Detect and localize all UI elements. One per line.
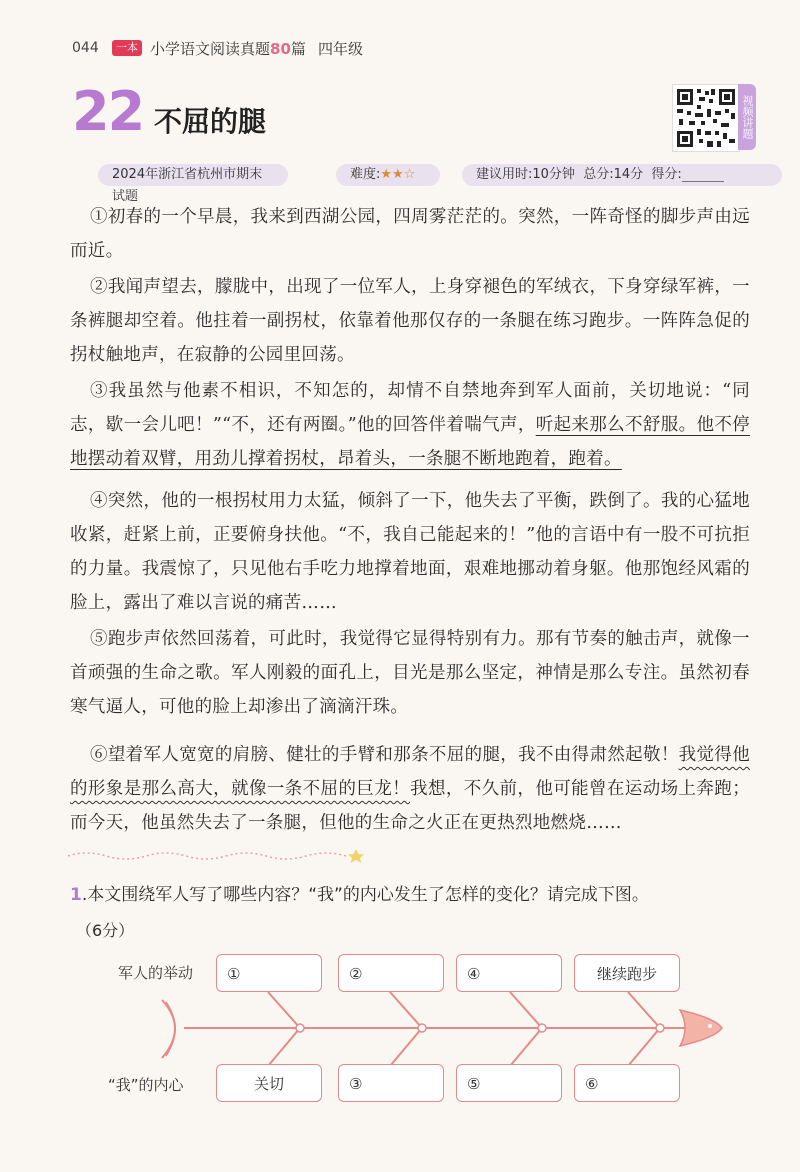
paragraph-3	[70, 374, 750, 476]
score-label: 得分:	[651, 167, 682, 182]
qr-code[interactable]	[672, 84, 740, 152]
brand-logo: 一本	[112, 40, 142, 56]
series-num: 80	[270, 40, 291, 58]
lesson-number: 22	[72, 80, 144, 143]
fish-tail	[162, 1000, 175, 1058]
paragraph-5: ⑤跑步声依然回荡着，可此时，我觉得它显得特别有力。那有节奏的触击声，就像一首顽强的生命之歌。军人刚毅的面孔上，目光是那么坚定，神情是那么专注。虽然初春寒气逼人，可他的脸上却渗出了滴滴汗珠。	[70, 629, 750, 717]
paragraph-3-text: ③我虽然与他素不相识，不知怎的，却情不自禁地奔到军人面前，关切地说：“同志，歇一会儿吧！”“不，还有两圈。”他的回答伴着喘气声，	[70, 381, 750, 435]
paragraph-6-text-b: 我想，不久前，他可能曾在运动场上奔跑；而今天，他虽然失去了一条腿，但他的生命之火正在更热烈地燃烧……	[70, 779, 750, 833]
qr-code-icon	[673, 85, 739, 151]
score-blank	[682, 167, 724, 182]
difficulty-stars: ★★☆	[380, 167, 416, 182]
diagram-box-top-2[interactable]: ②	[338, 954, 444, 992]
lesson-title: 不屈的腿	[154, 105, 267, 138]
page-number: 044	[72, 40, 99, 56]
diagram-box-top-4[interactable]: 继续跑步	[574, 954, 680, 992]
question-number: 1	[70, 885, 82, 905]
paragraph-1: ①初春的一个早晨，我来到西湖公园，四周雾茫茫的。突然，一阵奇怪的脚步声由远而近。	[70, 207, 750, 261]
fish-head	[680, 1010, 722, 1046]
source-pill: 2024年浙江省杭州市期末试题	[98, 164, 288, 186]
question-1	[70, 878, 760, 912]
paragraph-2: ②我闻声望去，朦胧中，出现了一位军人，上身穿褪色的军绒衣，下身穿绿军裤，一条裤腿却空着。他拄着一副拐杖，依靠着他那仅存的一条腿在练习跑步。一阵阵急促的拐杖触地声，在寂静的公园里回荡。	[70, 277, 750, 365]
total-score: 总分:14分	[583, 167, 644, 182]
dotted-divider	[66, 846, 376, 866]
diagram-box-bottom-2[interactable]: ③	[338, 1064, 444, 1102]
paragraph-4: ④突然，他的一根拐杖用力太猛，倾斜了一下，他失去了平衡，跌倒了。我的心猛地收紧，赶紧上前，正要俯身扶他。“不，我自己能起来的！”他的言语中有一股不可抗拒的力量。我震惊了，只见他右手吃力地撑着地面，艰难地挪动着身躯。他那饱经风霜的脸上，露出了难以言说的痛苦……	[70, 491, 750, 613]
paragraph-6-text-a: ⑥望着军人宽宽的肩膀、健壮的手臂和那条不屈的腿，我不由得肃然起敬！	[90, 745, 679, 765]
diagram-box-bottom-3[interactable]: ⑤	[456, 1064, 562, 1102]
fish-eye	[708, 1024, 712, 1028]
row-label-bottom: “我”的内心	[108, 1076, 184, 1094]
series-suffix: 篇	[290, 40, 306, 58]
series-title	[150, 38, 306, 59]
diagram-box-bottom-4[interactable]: ⑥	[574, 1064, 680, 1102]
diagram-box-top-1[interactable]: ①	[216, 954, 322, 992]
row-label-top: 军人的举动	[118, 964, 194, 982]
question-text: .本文围绕军人写了哪些内容？“我”的内心发生了怎样的变化？请完成下图。	[81, 885, 649, 905]
difficulty-label: 难度:	[350, 167, 381, 182]
diagram-box-bottom-1[interactable]: 关切	[216, 1064, 322, 1102]
paragraph-6	[70, 738, 750, 840]
diagram-box-top-3[interactable]: ④	[456, 954, 562, 992]
paragraph-3-underlined: 听起来那么不舒服。他不停地摆动着双臂，用劲儿撑着拐杖，昂着头，一条腿不断地跑着，跑着。	[70, 415, 750, 469]
difficulty-pill	[336, 164, 440, 186]
paragraph-6-wavy: 我觉得他的形象是那么高大，就像一条不屈的巨龙！	[70, 745, 750, 799]
time-score-pill	[462, 164, 782, 186]
question-points: （6分）	[76, 921, 135, 940]
grade-label: 四年级	[318, 40, 364, 58]
suggested-time: 建议用时:10分钟	[476, 167, 575, 182]
video-tab[interactable]: 视频讲题	[738, 84, 756, 150]
series-prefix: 小学语文阅读真题	[150, 40, 271, 58]
star-icon	[348, 849, 364, 863]
